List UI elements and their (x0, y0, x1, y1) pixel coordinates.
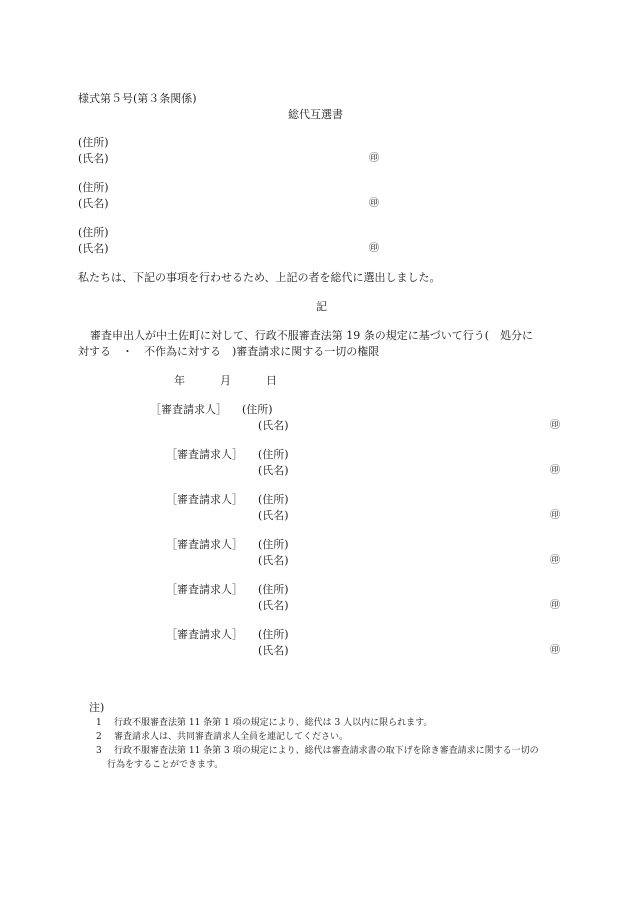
requester-5-address-label: (住所) (258, 583, 289, 596)
requester-1-bracket: ［審査請求人］ (150, 403, 227, 416)
document-title: 総代互選書 (288, 108, 343, 121)
requester-3-bracket: ［審査請求人］ (166, 493, 243, 506)
seal-mark: ㊞ (550, 465, 560, 476)
requester-4-bracket: ［審査請求人］ (166, 538, 243, 551)
note-2-number: 2 (96, 732, 102, 742)
date-year: 年 (174, 374, 185, 387)
rep-3-name-label: (氏名) (78, 242, 109, 255)
form-number: 様式第５号(第３条関係) (78, 92, 197, 105)
note-3-continuation: 行為をすることができます。 (107, 760, 224, 770)
requester-2-bracket: ［審査請求人］ (166, 448, 243, 461)
note-3-text: 行政不服審査法第 11 条第 3 項の規定により、総代は審査請求書の取下げを除き審査請求に関する一切の (114, 746, 539, 756)
matter-line-2: 対する ・ 不作為に対する )審査請求に関する一切の権限 (78, 345, 380, 358)
requester-5-name-label: (氏名) (258, 599, 289, 612)
seal-mark: ㊞ (550, 420, 560, 431)
seal-mark: ㊞ (369, 198, 379, 209)
requester-6-name-label: (氏名) (258, 644, 289, 657)
requester-3-name-label: (氏名) (258, 509, 289, 522)
seal-mark: ㊞ (550, 510, 560, 521)
notes-heading: 注) (89, 701, 105, 714)
note-1-text: 行政不服審査法第 11 条第 1 項の規定により、総代は 3 人以内に限られます。 (114, 718, 433, 728)
requester-4-address-label: (住所) (258, 538, 289, 551)
date-day: 日 (266, 374, 277, 387)
requester-5-bracket: ［審査請求人］ (166, 583, 243, 596)
seal-mark: ㊞ (550, 600, 560, 611)
date-month: 月 (220, 374, 231, 387)
ki-heading: 記 (316, 300, 327, 313)
matter-line-1: 審査申出人が中土佐町に対して、行政不服審査法第 19 条の規定に基づいて行う( 処分に (90, 329, 534, 342)
rep-1-address-label: (住所) (78, 136, 109, 149)
requester-2-name-label: (氏名) (258, 464, 289, 477)
rep-3-address-label: (住所) (78, 226, 109, 239)
requester-1-address-label: (住所) (242, 403, 273, 416)
rep-2-address-label: (住所) (78, 181, 109, 194)
seal-mark: ㊞ (369, 243, 379, 254)
note-3-number: 3 (96, 746, 102, 756)
note-1-number: 1 (96, 718, 102, 728)
requester-3-address-label: (住所) (258, 493, 289, 506)
requester-2-address-label: (住所) (258, 448, 289, 461)
statement: 私たちは、下記の事項を行わせるため、上記の者を総代に選出しました。 (78, 271, 441, 284)
seal-mark: ㊞ (550, 645, 560, 656)
requester-4-name-label: (氏名) (258, 554, 289, 567)
rep-2-name-label: (氏名) (78, 197, 109, 210)
note-2-text: 審査請求人は、共同審査請求人全員を連記してください。 (114, 732, 349, 742)
rep-1-name-label: (氏名) (78, 152, 109, 165)
requester-6-address-label: (住所) (258, 628, 289, 641)
seal-mark: ㊞ (550, 555, 560, 566)
requester-6-bracket: ［審査請求人］ (166, 628, 243, 641)
requester-1-name-label: (氏名) (258, 419, 289, 432)
seal-mark: ㊞ (369, 153, 379, 164)
